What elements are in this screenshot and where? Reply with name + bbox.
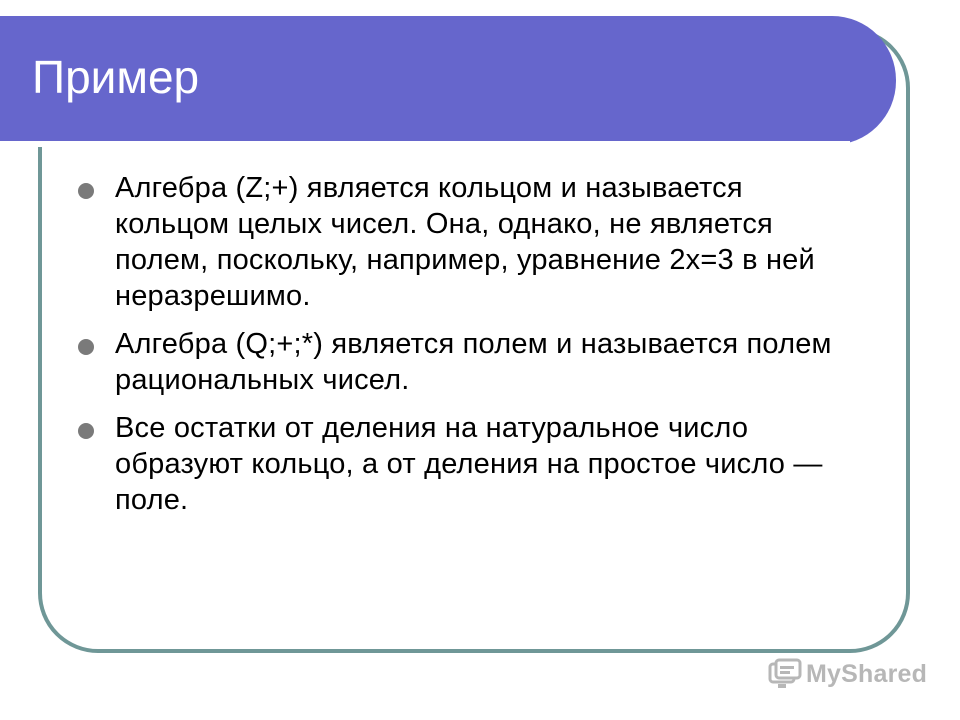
bullet-item [78,170,838,314]
bullet-list [78,170,838,518]
title-underline [0,141,850,147]
title-bar [0,16,896,145]
bullet-dot-icon [78,183,94,199]
watermark [768,656,927,692]
bullet-dot-icon [78,423,94,439]
bullet-text: Все остатки от деления на натуральное число образуют кольцо, а от деления на простое число — поле. [115,412,823,516]
page-title: Пример [32,51,200,103]
bullet-text: Алгебра (Q;+;*) является полем и называется полем рациональных чисел. [115,328,832,396]
bullet-item [78,326,838,398]
myshared-logo-icon [768,658,802,690]
slide-content [78,170,838,530]
bullet-text: Алгебра (Z;+) является кольцом и называется кольцом целых чисел. Она, однако, не является полем, поскольку, например, уравнение 2x=3 в ней неразрешимо. [115,172,815,312]
watermark-brand: MyShared [806,659,928,688]
bullet-item [78,410,838,518]
bullet-dot-icon [78,339,94,355]
